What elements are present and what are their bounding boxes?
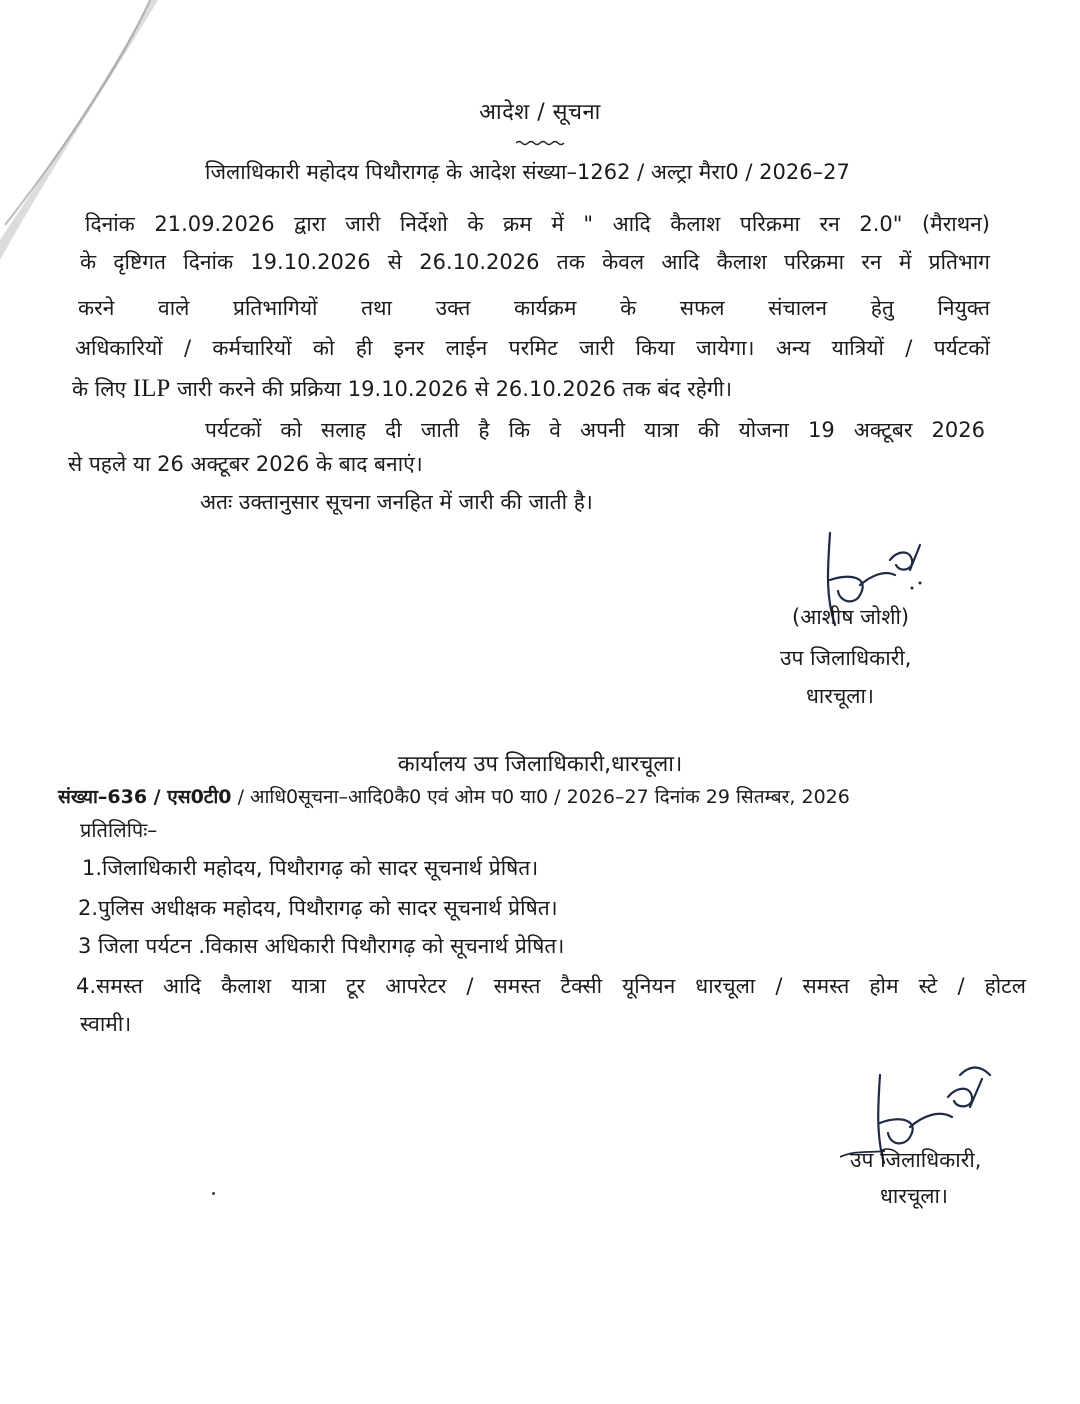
signatory-place: धारचूला। (806, 684, 874, 708)
ilp-abbreviation: ILP (132, 375, 171, 402)
para1-line-6-prefix: के लिए (72, 377, 127, 401)
para2-line-2: से पहले या 26 अक्टूबर 2026 के बाद बनाएं। (68, 452, 423, 476)
reference-number (58, 786, 850, 809)
office-title: कार्यालय उप जिलाधिकारी,धारचूला। (397, 752, 683, 777)
para1-line-3: के दृष्टिगत दिनांक 19.10.2026 से 26.10.2026 तक केवल आदि कैलाश परिक्रमा रन में प्रतिभाग (80, 250, 990, 274)
para1-line-4: करने वाले प्रतिभागियों तथा उक्त कार्यक्रम के सफल संचालन हेतु नियुक्त (78, 296, 990, 320)
signatory2-designation: उप जिलाधिकारी, (850, 1148, 982, 1172)
copy-item-1: 1.जिलाधिकारी महोदय, पिथौरागढ़ को सादर सूचनार्थ प्रेषित। (82, 856, 539, 880)
copy-item-2: 2.पुलिस अधीक्षक महोदय, पिथौरागढ़ को सादर सूचनार्थ प्रेषित। (78, 896, 558, 920)
signatory-name: (आशीष जोशी) (792, 605, 910, 629)
copy-to-label: प्रतिलिपिः– (80, 818, 158, 842)
document-heading: आदेश / सूचना (479, 100, 601, 125)
signatory-designation: उप जिलाधिकारी, (780, 646, 912, 670)
para2-line-1: पर्यटकों को सलाह दी जाती है कि वे अपनी यात्रा की योजना 19 अक्टूबर 2026 (205, 418, 985, 442)
para1-line-6 (72, 374, 732, 404)
signatory2-place: धारचूला। (880, 1184, 948, 1208)
para1-line-5: अधिकारियों / कर्मचारियों को ही इनर लाईन परमिट जारी किया जायेगा। अन्य यात्रियों / पर्यटकों (75, 336, 990, 360)
reference-number-bold: संख्या–636 / एस0टी0 (58, 786, 232, 808)
para1-line-6-suffix: जारी करने की प्रक्रिया 19.10.2026 से 26.10.2026 तक बंद रहेगी। (176, 377, 733, 401)
para3-line: अतः उक्तानुसार सूचना जनहित में जारी की जाती है। (200, 490, 593, 514)
para1-line-1: जिलाधिकारी महोदय पिथौरागढ़ के आदेश संख्या–1262 / अल्ट्रा मैरा0 / 2026–27 (205, 160, 850, 184)
heading-underline (516, 140, 566, 146)
copy-item-3: 3 जिला पर्यटन .विकास अधिकारी पिथौरागढ़ को सूचनार्थ प्रेषित। (78, 934, 565, 958)
scan-speck (212, 1192, 215, 1195)
copy-item-4-continued: स्वामी। (80, 1012, 132, 1036)
reference-number-rest: / आधि0सूचना–आदि0कै0 एवं ओम प0 या0 / 2026–27 दिनांक 29 सितम्बर, 2026 (237, 786, 850, 808)
copy-item-4: 4.समस्त आदि कैलाश यात्रा टूर आपरेटर / समस्त टैक्सी यूनियन धारचूला / समस्त होम स्टे / होटल (76, 974, 1026, 998)
para1-line-2: दिनांक 21.09.2026 द्वारा जारी निर्देशो के क्रम में " आदि कैलाश परिक्रमा रन 2.0" (मैराथन) (85, 212, 990, 236)
